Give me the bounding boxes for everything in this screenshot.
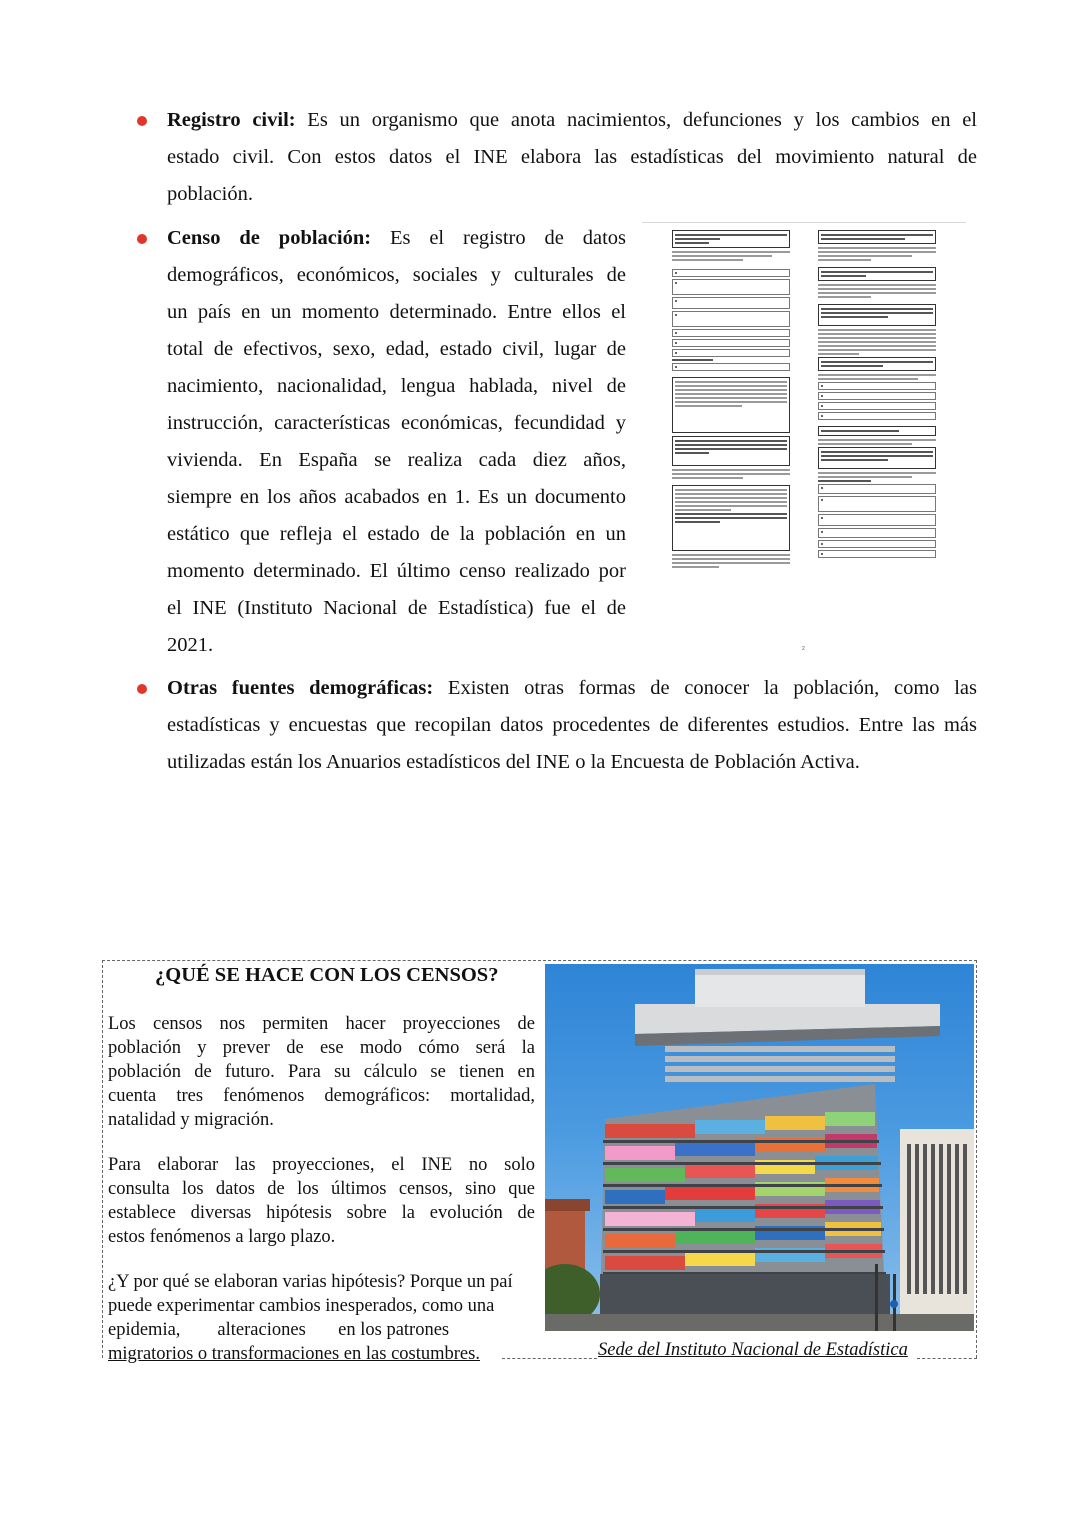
box-bottom-border xyxy=(917,1358,977,1359)
text-line: total de efectivos, sexo, edad, estado civil, lugar de xyxy=(167,338,626,360)
text-line: población y prever de ese modo cómo será la xyxy=(108,1038,535,1058)
census-form-image xyxy=(642,222,966,654)
text-line: población de futuro. Para su cálculo se tienen en xyxy=(108,1062,535,1082)
text-line: estadísticas y encuestas que recopilan datos procedentes de diferentes estudios. Entre las más xyxy=(167,714,977,736)
text-line: siempre en los años acabados en 1. Es un documento xyxy=(167,486,626,508)
text-line: cuenta tres fenómenos demográficos: mortalidad, xyxy=(108,1086,535,1106)
text-line: Los censos nos permiten hacer proyecciones de xyxy=(108,1014,535,1034)
registro-civil-paragraph xyxy=(167,102,977,213)
box-title: ¿QUÉ SE HACE CON LOS CENSOS? xyxy=(155,964,499,986)
text-line: el INE (Instituto Nacional de Estadística) fue el de xyxy=(167,597,626,619)
text-line: instrucción, características económicas, fecundidad y xyxy=(167,412,626,434)
bullet-marker xyxy=(137,234,147,244)
bullet-marker xyxy=(137,116,147,126)
registro-civil-title: Registro civil: xyxy=(167,109,296,131)
text-line: Para elaborar las proyecciones, el INE no solo xyxy=(108,1155,535,1175)
text-line: estos fenómenos a largo plazo. xyxy=(108,1227,336,1247)
text-line: consulta los datos de los últimos censos, sino que xyxy=(108,1179,535,1199)
text-line: estado civil. Con estos datos el INE elabora las estadísticas del movimiento natural de xyxy=(167,146,977,168)
text-line: migratorios o transformaciones en las costumbres. xyxy=(108,1344,480,1364)
text-line: población. xyxy=(167,183,253,205)
text-line: un país en un momento determinado. Entre ellos el xyxy=(167,301,626,323)
form-page-number: 2 xyxy=(802,646,805,652)
text-line: demográficos, económicos, sociales y culturales de xyxy=(167,264,626,286)
bullet-marker xyxy=(137,684,147,694)
text-line: establece diversas hipótesis sobre la evolución de xyxy=(108,1203,535,1223)
text-line: Es el registro de datos xyxy=(389,227,626,249)
text-line: 2021. xyxy=(167,634,214,656)
text-line: puede experimentar cambios inesperados, como una xyxy=(108,1296,495,1316)
text-line: utilizadas están los Anuarios estadísticos del INE o la Encuesta de Población Activa. xyxy=(167,751,860,773)
photo-caption: Sede del Instituto Nacional de Estadística xyxy=(598,1340,908,1360)
censo-poblacion-paragraph xyxy=(167,220,626,664)
form-column-left xyxy=(672,230,790,570)
text-line: momento determinado. El último censo realizado por xyxy=(167,560,626,582)
text-line: vivienda. En España se realiza cada diez años, xyxy=(167,449,626,471)
box-paragraph-2 xyxy=(108,1153,535,1249)
form-column-right xyxy=(818,230,936,560)
box-bottom-border xyxy=(502,1358,597,1359)
text-line: Es un organismo que anota nacimientos, defunciones y los cambios en el xyxy=(307,109,977,131)
censo-poblacion-title: Censo de población: xyxy=(167,227,372,249)
text-line: natalidad y migración. xyxy=(108,1110,274,1130)
text-line: nacimiento, nacionalidad, lengua hablada, nivel de xyxy=(167,375,626,397)
text-line: Existen otras formas de conocer la población, como las xyxy=(447,677,978,699)
otras-fuentes-title: Otras fuentes demográficas: xyxy=(167,677,434,699)
otras-fuentes-paragraph xyxy=(167,670,977,781)
text-line: ¿Y por qué se elaboran varias hipótesis? Porque un paí xyxy=(108,1272,513,1292)
ine-building-photo xyxy=(545,964,974,1331)
box-paragraph-3 xyxy=(108,1270,548,1366)
text-line: estático que refleja el estado de la población en un xyxy=(167,523,626,545)
text-line: epidemia, alteraciones en los patrones xyxy=(108,1320,450,1340)
box-paragraph-1 xyxy=(108,1012,535,1132)
